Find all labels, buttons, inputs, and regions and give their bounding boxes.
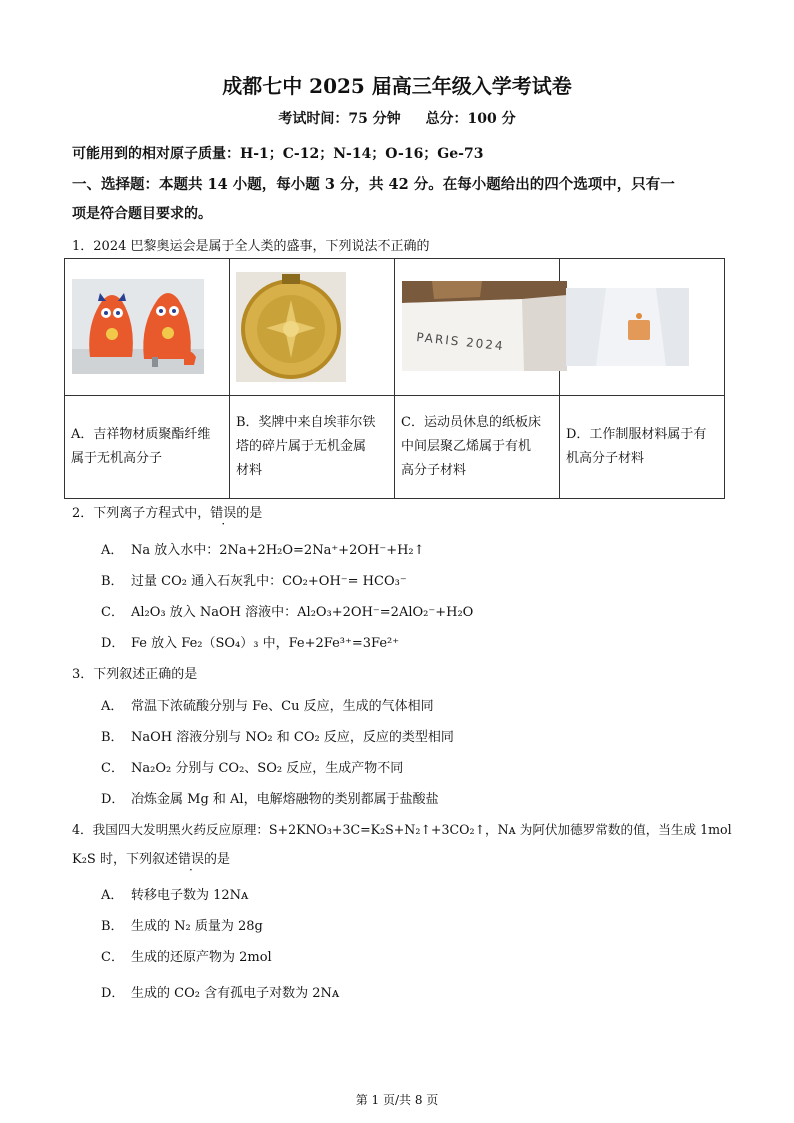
- q3-option-b: B． NaOH 溶液分别与 NO₂ 和 CO₂ 反应，反应的类型相同: [101, 730, 454, 745]
- exam-score: 总分：100 分: [425, 111, 516, 127]
- svg-text:PARIS 2024: PARIS 2024: [415, 330, 506, 354]
- q4-option-c: C． 生成的还原产物为 2mol: [101, 950, 272, 965]
- q1-option-d: D．工作制服材料属于有 机高分子材料: [560, 396, 725, 499]
- page-footer: 第 1 页/共 8 页: [355, 1093, 439, 1107]
- q2-emphasis: 错误: [210, 506, 237, 521]
- q4-emphasis: 错误: [177, 852, 204, 867]
- q4-option-b: B． 生成的 N₂ 质量为 28g: [101, 919, 263, 934]
- cardboard-bed-photo-icon: [402, 281, 567, 371]
- q4-stem-line1: 4．我国四大发明黑火药反应原理：S+2KNO₃+3C=K₂S+N₂↑+3CO₂↑，Nᴀ 为阿伏加德罗常数的值，当生成 1mol: [72, 822, 732, 837]
- q2-option-a: A． Na 放入水中：2Na+2H₂O=2Na⁺+2OH⁻+H₂↑: [101, 543, 425, 558]
- q2-option-b: B． 过量 CO₂ 通入石灰乳中：CO₂+OH⁻= HCO₃⁻: [101, 574, 407, 589]
- q1-stem: 1．2024 巴黎奥运会是属于全人类的盛事，下列说法不正确的: [72, 239, 430, 254]
- q3-option-d: D． 冶炼金属 Mg 和 Al，电解熔融物的类别都属于盐酸盐: [101, 792, 439, 807]
- q3-option-a: A． 常温下浓硫酸分别与 Fe、Cu 反应，生成的气体相同: [101, 699, 434, 714]
- q4-stem-line2: K₂S 时，下列叙述错误的是: [72, 852, 230, 867]
- exam-time: 考试时间：75 分钟: [278, 111, 401, 127]
- exam-title: 成都七中 2025 届高三年级入学考试卷: [222, 74, 572, 98]
- exam-subtitle: [0, 108, 794, 128]
- atomic-masses: 可能用到的相对原子质量：H-1；C-12；N-14；O-16；Ge-73: [72, 146, 484, 162]
- q3-option-c: C． Na₂O₂ 分别与 CO₂、SO₂ 反应，生成产物不同: [101, 761, 404, 776]
- mascot-photo-icon: [72, 279, 204, 374]
- q1-option-a: A．吉祥物材质聚酯纤维 属于无机高分子: [65, 396, 230, 499]
- section-heading-line2: 项是符合题目要求的。: [72, 206, 212, 222]
- gold-medal-photo-icon: [236, 272, 346, 382]
- section-heading-line1: 一、选择题：本题共 14 小题，每小题 3 分，共 42 分。在每小题给出的四个选项中，只有一: [72, 176, 675, 193]
- q4-option-a: A． 转移电子数为 12Nᴀ: [101, 888, 249, 903]
- q2-option-d: D． Fe 放入 Fe₂（SO₄）₃ 中，Fe+2Fe³⁺=3Fe²⁺: [101, 636, 400, 651]
- uniform-photo-icon: [566, 288, 689, 366]
- q1-option-c: C．运动员休息的纸板床 中间层聚乙烯属于有机 高分子材料: [395, 396, 560, 499]
- q4-option-d: D． 生成的 CO₂ 含有孤电子对数为 2Nᴀ: [101, 986, 340, 1001]
- q2-option-c: C． Al₂O₃ 放入 NaOH 溶液中：Al₂O₃+2OH⁻=2AlO₂⁻+H₂O: [101, 605, 474, 620]
- q3-stem: 3．下列叙述正确的是: [72, 667, 198, 682]
- q1-option-b: B．奖牌中来自埃菲尔铁 塔的碎片属于无机金属 材料: [230, 396, 395, 499]
- q2-stem: 2．下列离子方程式中，错误的是: [72, 506, 263, 521]
